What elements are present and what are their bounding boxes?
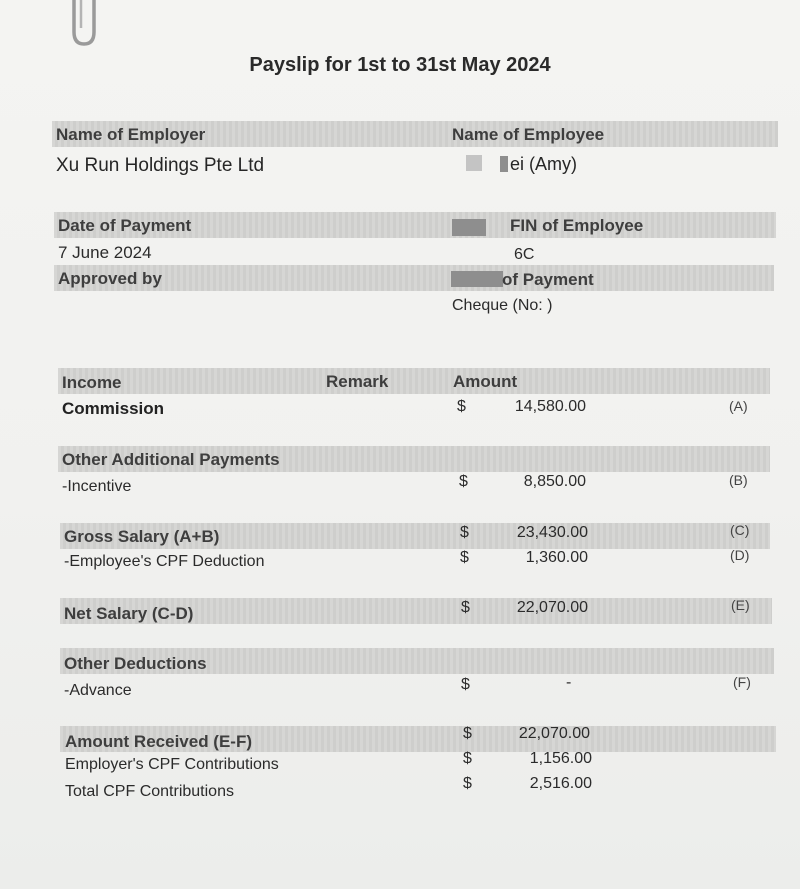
net-salary-amount: 22,070.00 [516, 599, 588, 616]
employee-label: Name of Employee [452, 125, 605, 144]
approved-header-band [54, 265, 774, 291]
employee-name: ei (Amy) [510, 154, 577, 174]
fin-label: FIN of Employee [510, 216, 644, 235]
date-of-payment-value: 7 June 2024 [58, 243, 152, 262]
advance-label: -Advance [64, 682, 132, 699]
employee-cpf-amount: 1,360.00 [525, 549, 588, 566]
approved-by-label: Approved by [58, 269, 162, 288]
employee-cpf-label: -Employee's CPF Deduction [64, 553, 265, 570]
income-header-band [58, 368, 770, 394]
gross-salary-code: (C) [730, 522, 750, 538]
commission-code: (A) [729, 398, 748, 414]
gross-salary-amount: 23,430.00 [516, 524, 588, 541]
other-deductions-label: Other Deductions [64, 654, 207, 673]
net-salary-label: Net Salary (C-D) [64, 604, 194, 623]
commission-currency: $ [457, 398, 466, 415]
total-cpf-currency: $ [463, 775, 472, 792]
advance-currency: $ [461, 676, 470, 693]
mode-of-payment-value: Cheque (No: ) [452, 297, 553, 314]
amount-column-header: Amount [453, 372, 518, 391]
fin-value: 6C [514, 246, 535, 263]
employer-name: Xu Run Holdings Pte Ltd [56, 155, 265, 176]
incentive-amount: 8,850.00 [523, 473, 586, 490]
fin-prefix-redaction [452, 219, 486, 236]
total-cpf-amount: 2,516.00 [529, 775, 592, 792]
incentive-label: -Incentive [62, 478, 132, 495]
income-column-header: Income [62, 373, 122, 392]
gross-salary-currency: $ [460, 524, 469, 541]
employee-cpf-currency: $ [460, 549, 469, 566]
employee-name-redaction [466, 155, 482, 171]
amount-received-currency: $ [463, 725, 472, 742]
employer-cpf-label: Employer's CPF Contributions [65, 756, 279, 773]
incentive-code: (B) [729, 472, 748, 488]
payslip-title: Payslip for 1st to 31st May 2024 [249, 54, 551, 76]
total-cpf-label: Total CPF Contributions [65, 783, 234, 800]
net-salary-code: (E) [731, 597, 750, 613]
employee-name-redaction-dark [500, 156, 508, 172]
mode-of-payment-label: of Payment [502, 270, 594, 289]
remark-column-header: Remark [326, 372, 389, 391]
employer-cpf-amount: 1,156.00 [529, 750, 592, 767]
employer-label: Name of Employer [56, 125, 206, 144]
net-salary-currency: $ [461, 599, 470, 616]
commission-label: Commission [62, 399, 165, 418]
employer-cpf-currency: $ [463, 750, 472, 767]
amount-received-label: Amount Received (E-F) [65, 732, 253, 751]
advance-amount: - [566, 674, 572, 691]
employee-cpf-code: (D) [730, 547, 750, 563]
incentive-currency: $ [459, 473, 468, 490]
mode-prefix-redaction [451, 271, 503, 287]
amount-received-amount: 22,070.00 [518, 725, 590, 742]
paper-clip-icon [66, 0, 102, 50]
other-additional-label: Other Additional Payments [62, 450, 280, 469]
advance-code: (F) [733, 674, 751, 690]
date-of-payment-label: Date of Payment [58, 216, 192, 235]
commission-amount: 14,580.00 [514, 398, 586, 415]
gross-salary-label: Gross Salary (A+B) [64, 527, 220, 546]
